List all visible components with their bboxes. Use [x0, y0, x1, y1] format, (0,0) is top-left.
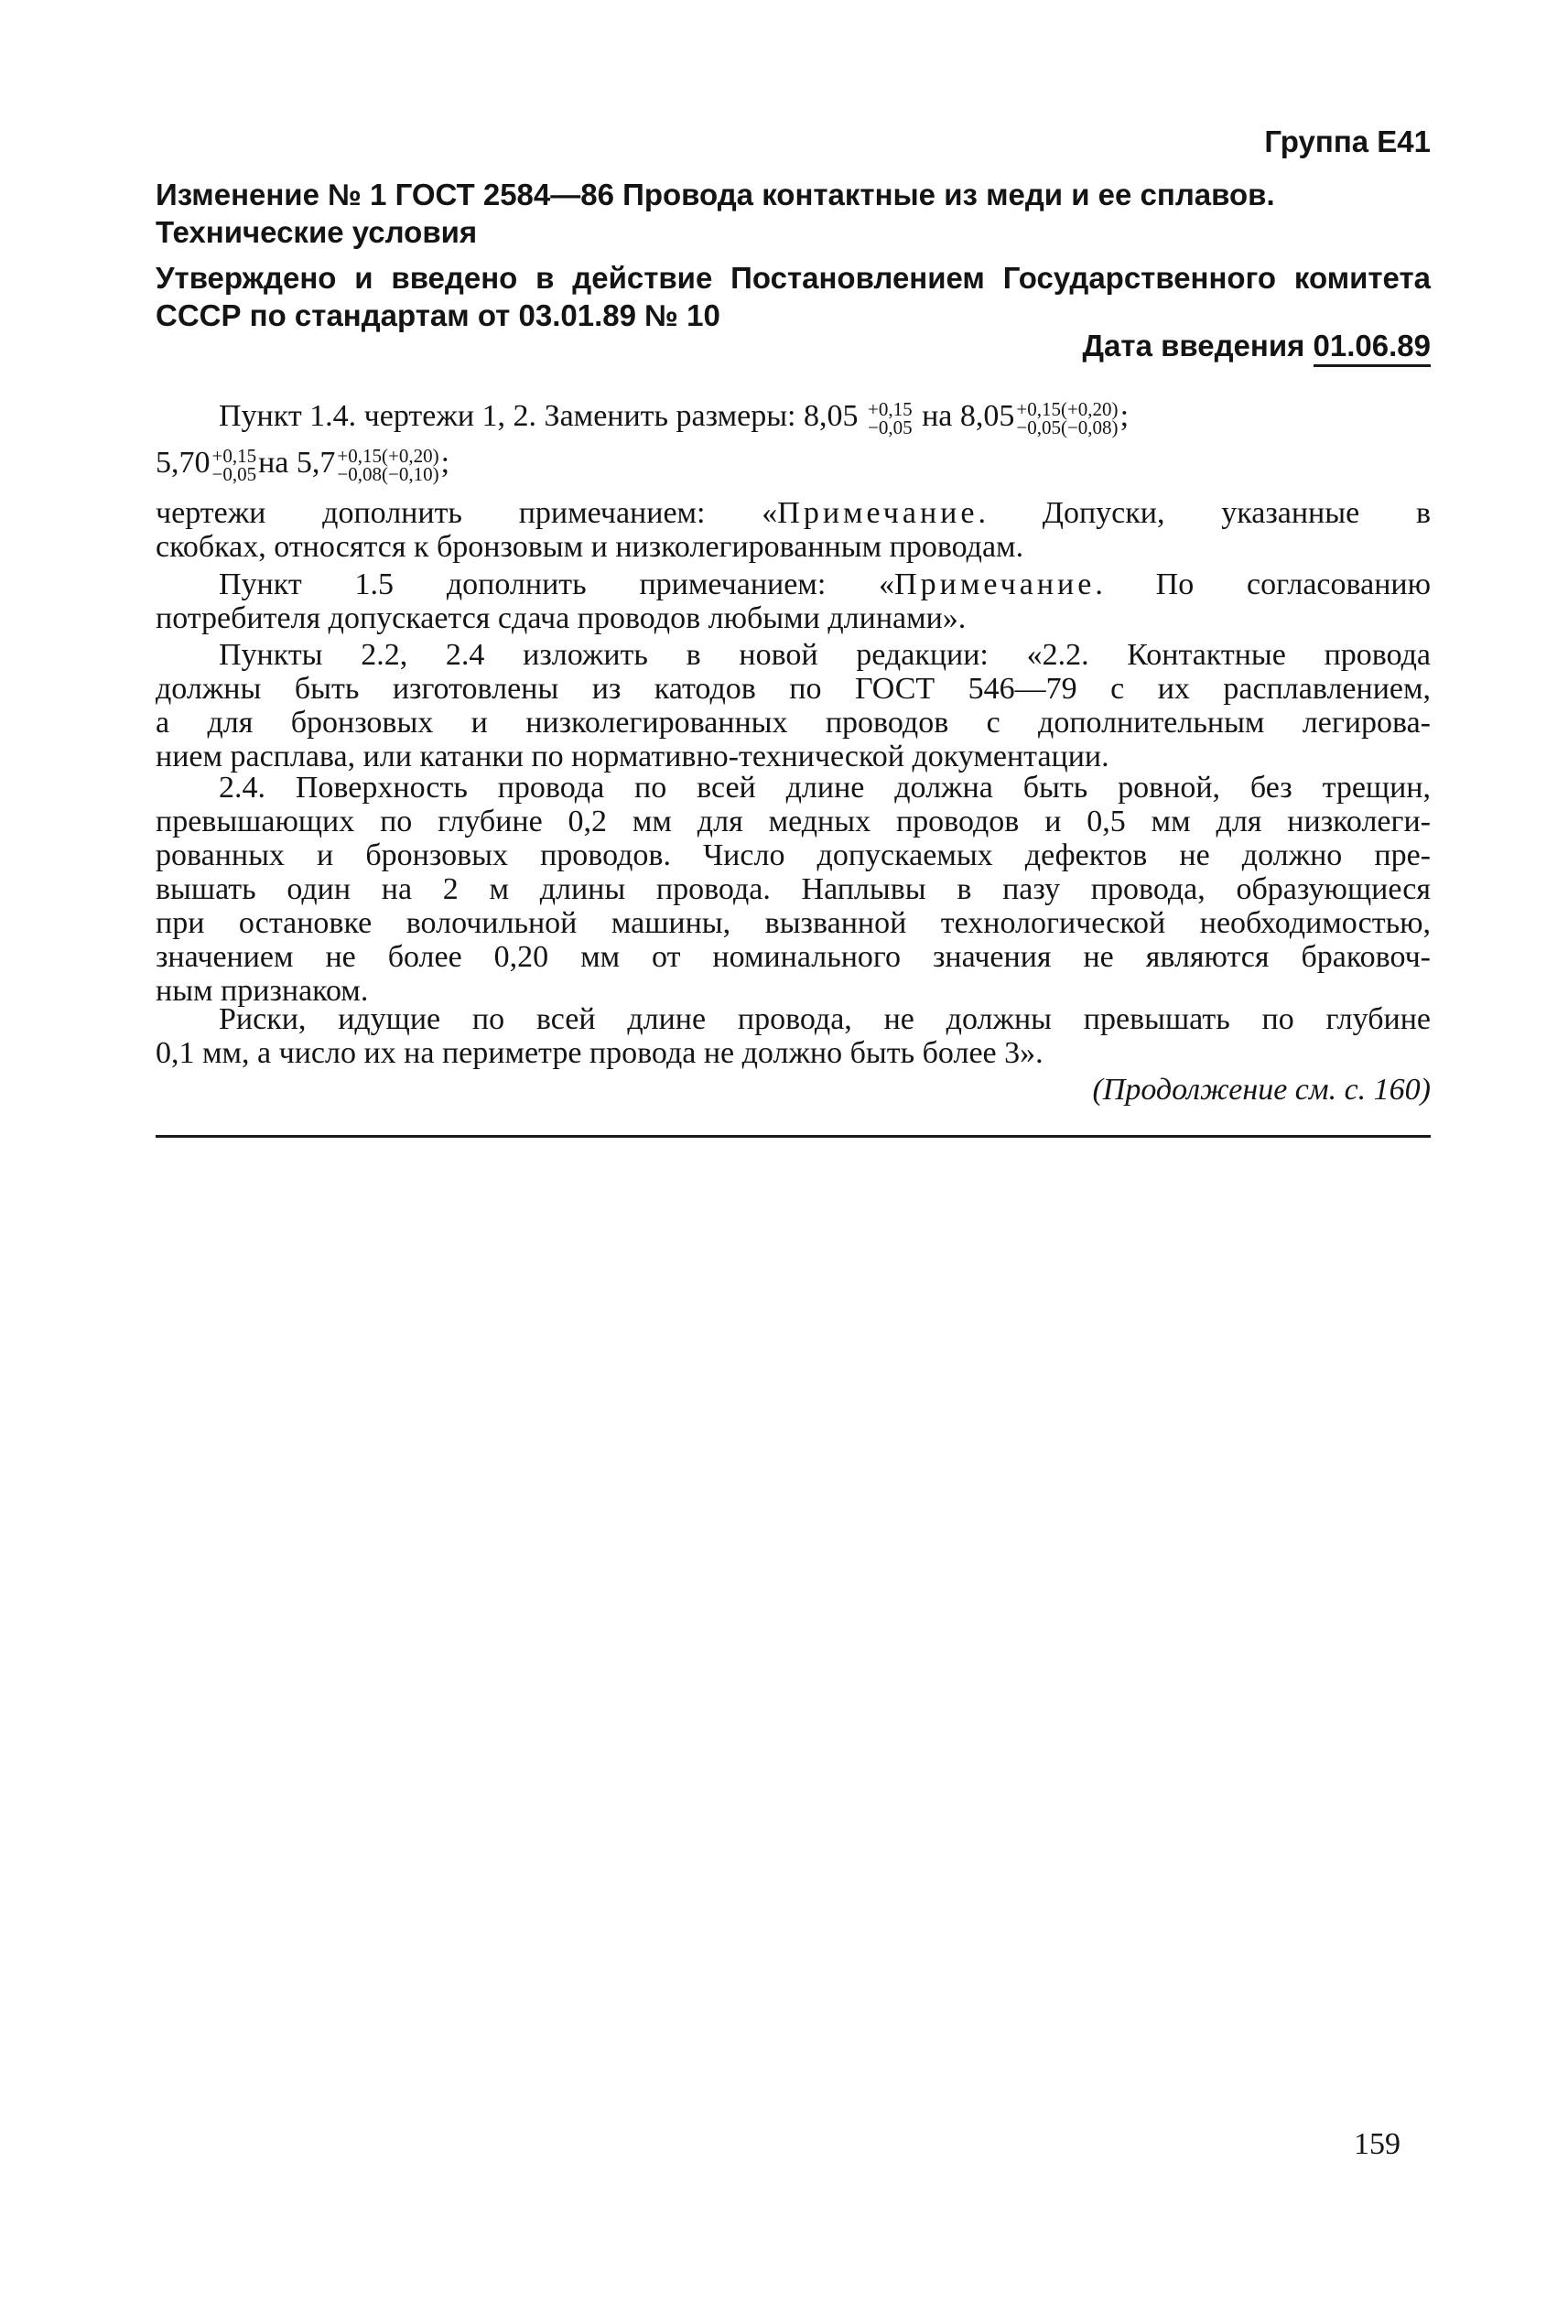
paragraph-4 — [156, 771, 1431, 1008]
page-number: 159 — [1354, 2127, 1400, 2161]
effective-date — [156, 327, 1431, 364]
paragraph-4-line-2: превышающих по глубине 0,2 мм для медных проводов и 0,5 мм для низколеги- — [156, 805, 1431, 838]
approval-line-2: СССР по стандартам от 03.01.89 № 10 — [156, 298, 720, 332]
paragraph-3-line-4: нием расплава, или катанки по нормативно-технической документации. — [156, 740, 1109, 773]
effective-date-label: Дата введения — [1082, 329, 1305, 362]
paragraph-1-line-3: чертежи дополнить примечанием: «Примечание. Допуски, указанные в — [156, 496, 1431, 530]
approval-line-1: Утверждено и введено в действие Постановлением Государственного комитета — [156, 261, 1431, 295]
paragraph-1-line-2: 5,70 +0,15 −0,05 на 5,7 +0,15(+0,20) −0,08(−0,10) ; — [156, 445, 450, 486]
tolerance-1: +0,15 −0,05 — [867, 398, 913, 439]
change-title — [156, 176, 1431, 251]
paragraph-4-line-7: ным признаком. — [156, 974, 369, 1008]
group-code: Группа Е41 — [1264, 124, 1431, 158]
paragraph-1-line-4: скобках, относятся к бронзовым и низколегированным проводам. — [156, 530, 1024, 564]
paragraph-4-line-6: значением не более 0,20 мм от номинального значения не являются браковоч- — [156, 940, 1431, 974]
paragraph-4-line-3: рованных и бронзовых проводов. Число допускаемых дефектов не должно пре- — [156, 838, 1431, 872]
paragraph-3-line-3: а для бронзовых и низколегированных проводов с дополнительным легирова- — [156, 706, 1431, 740]
paragraph-3-line-1: Пункты 2.2, 2.4 изложить в новой редакции: «2.2. Контактные провода — [219, 638, 1431, 672]
approval-statement — [156, 259, 1431, 334]
change-title-line-1: Изменение № 1 ГОСТ 2584—86 Провода контактные из меди и ее сплавов. — [156, 178, 1275, 211]
paragraph-3 — [156, 638, 1431, 773]
continuation-note: (Продолжение см. с. 160) — [1092, 1073, 1431, 1107]
paragraph-5-line-1: Риски, идущие по всей длине провода, не должны превышать по глубине — [219, 1002, 1431, 1036]
paragraph-5-line-2: 0,1 мм, а число их на периметре провода не должно быть более 3». — [156, 1036, 1044, 1070]
effective-date-value: 01.06.89 — [1314, 329, 1431, 367]
tolerance-3: +0,15 −0,05 — [211, 445, 257, 486]
change-title-line-2: Технические условия — [156, 215, 478, 249]
paragraph-4-line-5: при остановке волочильной машины, вызванной технологической необходимостью, — [156, 906, 1431, 940]
paragraph-2-line-1: Пункт 1.5 дополнить примечанием: «Примечание. По согласованию — [219, 567, 1432, 601]
paragraph-4-line-4: вышать один на 2 м длины провода. Наплывы в пазу провода, образующиеся — [156, 872, 1431, 906]
paragraph-1-line-1: Пункт 1.4. чертежи 1, 2. Заменить размеры: 8,05 +0,15 −0,05 на 8,05 +0,15(+0,20) −0,05(−0,08) ; — [219, 398, 1130, 439]
paragraph-4-line-1: 2.4. Поверхность провода по всей длине должна быть ровной, без трещин, — [219, 771, 1431, 805]
tolerance-4: +0,15(+0,20) −0,08(−0,10) — [337, 445, 439, 486]
paragraph-3-line-2: должны быть изготовлены из катодов по ГОСТ 546—79 с их расплавлением, — [156, 672, 1431, 706]
tolerance-2: +0,15(+0,20) −0,05(−0,08) — [1016, 398, 1119, 439]
bottom-rule — [156, 1135, 1431, 1138]
paragraph-5 — [156, 1002, 1431, 1070]
paragraph-2-line-2: потребителя допускается сдача проводов любыми длинами». — [156, 601, 967, 635]
